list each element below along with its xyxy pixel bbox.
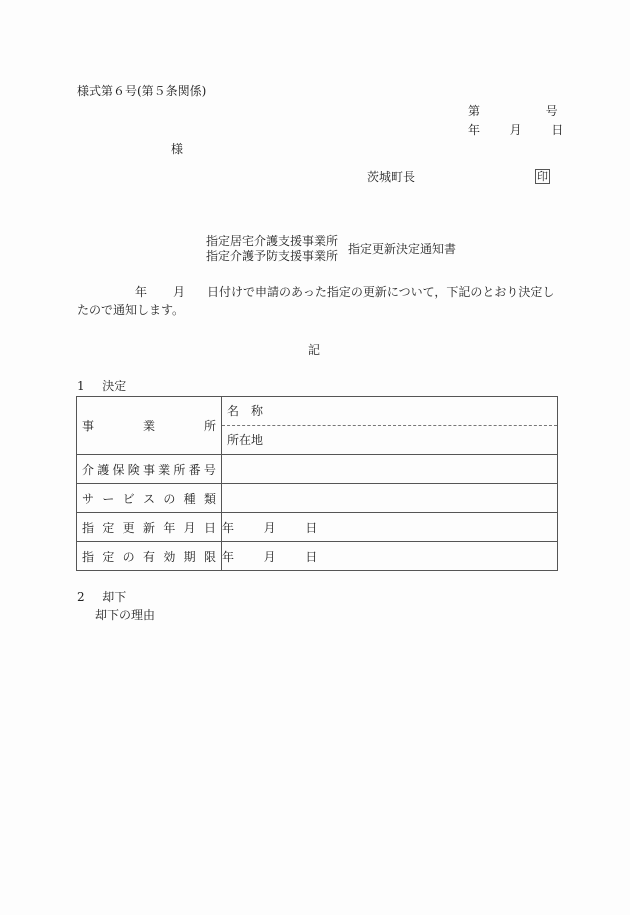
- label-char: ス: [142, 491, 155, 506]
- label-char: 保: [112, 462, 125, 477]
- issuer-name: 茨城町長: [367, 170, 416, 184]
- date-year: 年: [222, 520, 235, 535]
- label-char: 定: [102, 520, 115, 535]
- office-label: [77, 397, 222, 455]
- label-char: 介: [82, 462, 95, 477]
- date-day: 日: [305, 520, 318, 535]
- body-year: 年: [135, 285, 148, 299]
- label-char: ー: [102, 491, 115, 506]
- label-char: 年: [163, 520, 176, 535]
- label-char: 種: [183, 491, 196, 506]
- name-label: 名 称: [227, 404, 264, 418]
- label-char: 所: [203, 419, 216, 433]
- table-row-office: [77, 397, 558, 455]
- label-char: 効: [163, 549, 176, 564]
- label-char: 期: [183, 549, 196, 564]
- document-number: [468, 104, 558, 118]
- form-header: 様式第６号(第５条関係): [77, 84, 207, 98]
- label-char: 日: [203, 520, 216, 535]
- label-char: 有: [142, 549, 155, 564]
- date-day: 日: [551, 123, 564, 137]
- section2-title: 却下: [102, 590, 127, 604]
- section1-heading: [77, 379, 126, 393]
- date-year: 年: [222, 549, 235, 564]
- label-char: 新: [142, 520, 155, 535]
- office-number-field[interactable]: [222, 455, 558, 484]
- label-char: 険: [127, 462, 140, 477]
- section2-number: 2: [77, 590, 85, 604]
- label-char: の: [163, 491, 176, 506]
- section1-title: 決定: [102, 379, 127, 393]
- rejection-reason-label: 却下の理由: [95, 608, 156, 622]
- label-char: サ: [82, 491, 95, 506]
- label-char: 業: [158, 462, 171, 477]
- doc-number-suffix: 号: [545, 104, 558, 118]
- row-label: [77, 484, 222, 513]
- section1-number: 1: [77, 379, 85, 393]
- label-char: 指: [82, 549, 95, 564]
- label-char: 更: [122, 520, 135, 535]
- label-char: 所: [173, 462, 186, 477]
- label-char: 事: [82, 419, 95, 433]
- service-type-field[interactable]: [222, 484, 558, 513]
- validity-period-field[interactable]: [222, 542, 558, 571]
- date-year: 年: [468, 123, 481, 137]
- body-month: 月: [173, 285, 186, 299]
- section2-heading: [77, 590, 126, 604]
- title-line1: 指定居宅介護支援事業所: [206, 234, 339, 248]
- date-month: 月: [263, 520, 276, 535]
- label-char: ビ: [122, 491, 135, 506]
- label-char: 月: [183, 520, 196, 535]
- body-line2: たので通知します。: [77, 303, 185, 317]
- label-char: 号: [203, 462, 216, 477]
- table-row: [77, 542, 558, 571]
- address-label: 所在地: [227, 433, 264, 447]
- body-line1: 日付けで申請のあった指定の更新について，下記のとおり決定し: [207, 285, 555, 299]
- document-date: [468, 123, 563, 137]
- date-day: 日: [305, 549, 318, 564]
- row-label: [77, 513, 222, 542]
- label-char: の: [122, 549, 135, 564]
- addressee-suffix: 様: [171, 142, 184, 156]
- date-month: 月: [509, 123, 522, 137]
- table-row: [77, 484, 558, 513]
- office-name-field[interactable]: [222, 397, 557, 426]
- table-row: [77, 455, 558, 484]
- label-char: 業: [142, 419, 155, 433]
- decision-table: [76, 396, 558, 571]
- label-char: 定: [102, 549, 115, 564]
- label-char: 番: [188, 462, 201, 477]
- table-row: [77, 513, 558, 542]
- label-char: 指: [82, 520, 95, 535]
- label-char: 護: [97, 462, 110, 477]
- office-address-field[interactable]: [222, 426, 557, 454]
- title-line2: 指定介護予防支援事業所: [206, 249, 339, 263]
- label-char: 限: [203, 549, 216, 564]
- row-label: [77, 542, 222, 571]
- renewal-date-field[interactable]: [222, 513, 558, 542]
- office-value-cell: [222, 397, 558, 455]
- label-char: 類: [203, 491, 216, 506]
- label-char: 事: [142, 462, 155, 477]
- ki-heading: 記: [308, 343, 321, 357]
- seal-icon: 印: [537, 170, 548, 183]
- date-month: 月: [263, 549, 276, 564]
- row-label: [77, 455, 222, 484]
- doc-number-prefix: 第: [468, 104, 481, 118]
- document-title: 指定更新決定通知書: [348, 242, 457, 256]
